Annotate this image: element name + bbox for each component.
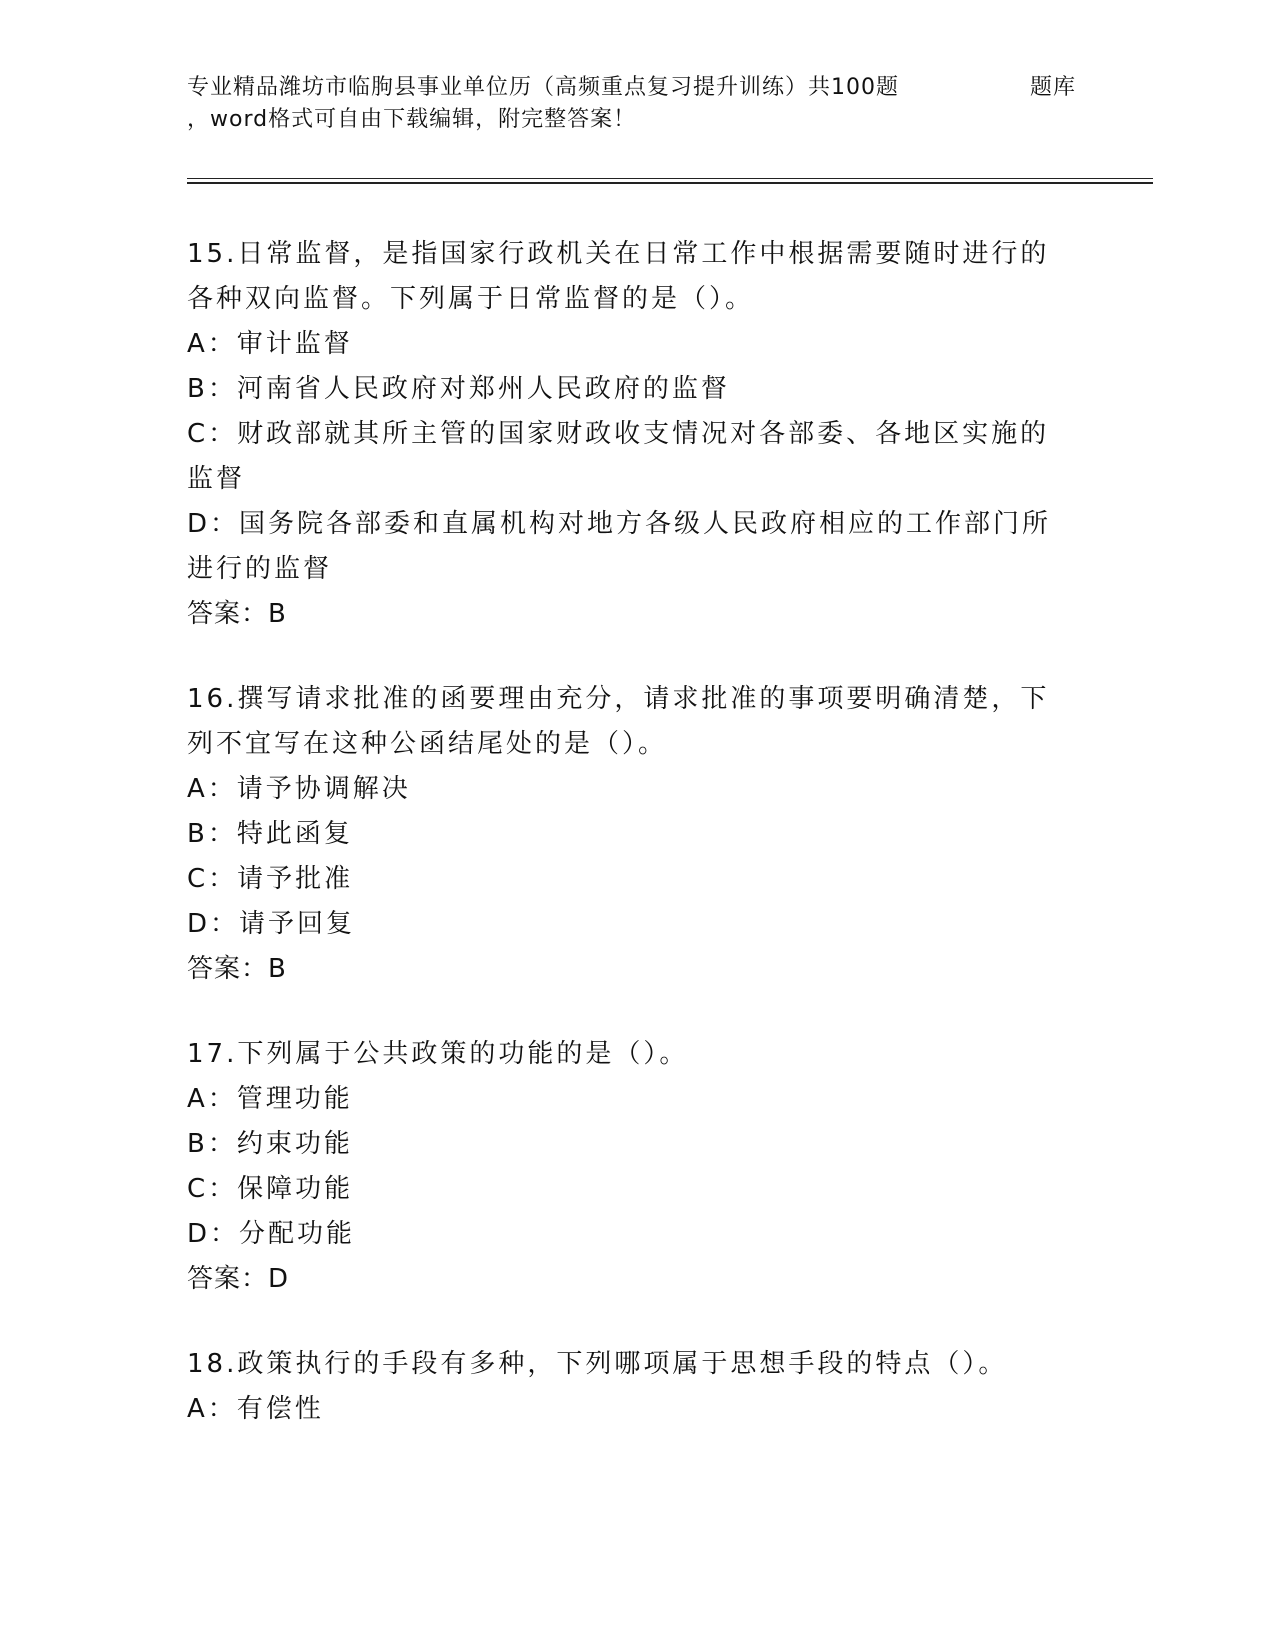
question-18 (187, 1342, 1077, 1432)
question-17 (187, 1032, 1077, 1302)
option-c: C：财政部就其所主管的国家财政收支情况对各部委、各地区实施的监督 (187, 419, 1050, 494)
answer: 答案：B (187, 954, 287, 984)
header-title-line1: 专业精品潍坊市临朐县事业单位历（高频重点复习提升训练）共100题 (187, 75, 899, 100)
question-15 (187, 232, 1077, 637)
header-title-line2: ，word格式可自由下载编辑，附完整答案！ (187, 107, 637, 132)
option-c: C：保障功能 (187, 1174, 354, 1204)
option-a: A：有偿性 (187, 1394, 324, 1424)
question-stem: 18.政策执行的手段有多种，下列哪项属于思想手段的特点（）。 (187, 1349, 1008, 1379)
header-divider-thick (187, 182, 1153, 184)
option-a: A：请予协调解决 (187, 774, 411, 804)
question-stem: 16.撰写请求批准的函要理由充分，请求批准的事项要明确清楚，下列不宜写在这种公函结尾处的是（）。 (187, 684, 1050, 759)
question-stem: 15.日常监督，是指国家行政机关在日常工作中根据需要随时进行的各种双向监督。下列属于日常监督的是（）。 (187, 239, 1050, 314)
page-header (187, 72, 1087, 136)
option-b: B：特此函复 (187, 819, 353, 849)
option-c: C：请予批准 (187, 864, 354, 894)
answer: 答案：D (187, 1264, 290, 1294)
option-a: A：审计监督 (187, 329, 353, 359)
option-d: D：分配功能 (187, 1219, 356, 1249)
header-title-line1-row (187, 72, 1087, 104)
question-stem: 17.下列属于公共政策的功能的是（）。 (187, 1039, 689, 1069)
option-b: B：河南省人民政府对郑州人民政府的监督 (187, 374, 730, 404)
option-a: A：管理功能 (187, 1084, 353, 1114)
option-d: D：国务院各部委和直属机构对地方各级人民政府相应的工作部门所进行的监督 (187, 509, 1052, 584)
option-d: D：请予回复 (187, 909, 356, 939)
option-b: B：约束功能 (187, 1129, 353, 1159)
question-list (187, 232, 1077, 1472)
header-tag: 题库 (1030, 75, 1077, 100)
answer: 答案：B (187, 599, 287, 629)
header-divider-thin (187, 178, 1153, 179)
question-16 (187, 677, 1077, 992)
